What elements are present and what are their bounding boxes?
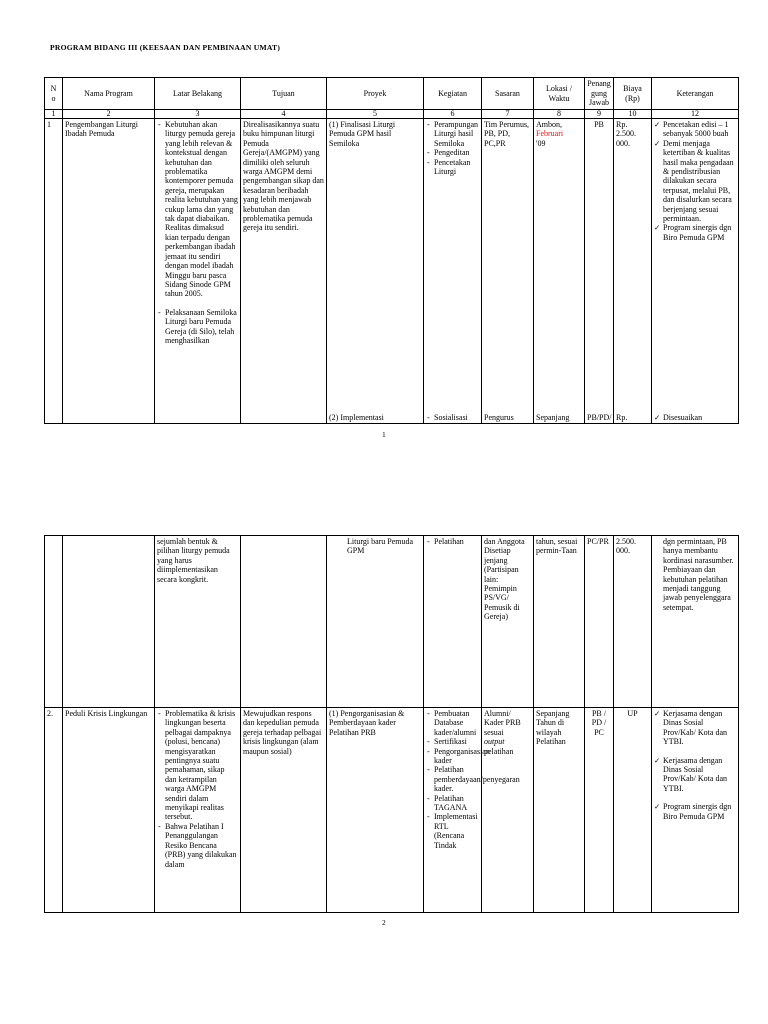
biaya-cell: UP [614, 708, 652, 913]
sasaran-text: pelatihan [484, 746, 514, 756]
keterangan-cell: dgn permintaan, PB hanya membantu kordinasi narasumber. Pembiayaan dan kebutuhan pelatihan menjadi tanggung jawab penyelenggara setempat. [652, 536, 739, 708]
pj-cell: PC/PR [585, 536, 614, 708]
col-number: 3 [155, 110, 241, 119]
kegiatan-cell [424, 536, 482, 708]
biaya-cell: 2.500. 000. [614, 536, 652, 708]
list-item: - Problematika & krisis lingkungan beserta pelbagai dampaknya (polusi, bencana) mengisyaratkan pentingnya suatu pemahaman, sikap dan ketrampilan warga AMGPM sendiri dalam menyikapi realitas tersebut. [157, 709, 238, 822]
list-item: ✓ Pencetakan edisi – 1 sebanyak 5000 buah [654, 120, 736, 139]
list-item: ✓ Program sinergis dgn Biro Pemuda GPM [654, 223, 736, 242]
latar-belakang-cell [155, 708, 241, 913]
list-item: - Pelaksanaan Semiloka Liturgi baru Pemuda Gereja (di Silo), telah menghasilkan [157, 308, 238, 346]
list-item: - Pencetakan Liturgi [426, 158, 479, 177]
col-number: 7 [482, 110, 534, 119]
lokasi-text: Ambon, [536, 120, 562, 129]
list-item: - Pengeditan [426, 148, 479, 157]
list-item: - Implementasi RTL (Rencana Tindak [426, 812, 479, 850]
table-row-program-1 [45, 119, 739, 424]
col-number: 8 [534, 110, 585, 119]
list-item: - Pelatihan pemberdayaan/penyegaran kader. [426, 765, 479, 793]
header-latar-belakang: Latar Belakang [155, 78, 241, 110]
col-number: 10 [614, 110, 652, 119]
header-lokasi-waktu: Lokasi / Waktu [534, 78, 585, 110]
kegiatan-cell [424, 119, 482, 424]
program-table-page-2 [44, 535, 739, 913]
biaya-text: Rp. [616, 412, 628, 422]
sasaran-text: output [484, 737, 505, 747]
program-name: Peduli Krisis Lingkungan [63, 708, 155, 913]
page-number: 2 [382, 918, 386, 927]
list-item: ✓ Disesuaikan [654, 413, 702, 422]
tujuan-cell: Mewujudkan respons dan kepedulian pemuda gereja terhadap pelbagai krisis lingkungan (alam maupun sosial) [241, 708, 327, 913]
proyek-cell: Liturgi baru Pemuda GPM [327, 536, 424, 708]
list-item: - Sosialisasi [426, 413, 468, 422]
row-no: 1 [45, 119, 63, 424]
col-number: 5 [327, 110, 424, 119]
col-number: 2 [63, 110, 155, 119]
lokasi-cell: tahun, sesuai permin-Taan [534, 536, 585, 708]
header-keterangan: Keterangan [652, 78, 739, 110]
col-number: 12 [652, 110, 739, 119]
sasaran-cell: dan Anggota Disetiap jenjang (Partisipan lain: Pemimpin PS/VG/ Pemusik di Gereja) [482, 536, 534, 708]
biaya-cell [614, 119, 652, 424]
header-no: N o [45, 78, 63, 110]
table-row-continuation [45, 536, 739, 708]
proyek-cell [327, 119, 424, 424]
col-number: 4 [241, 110, 327, 119]
header-penanggung-jawab: Penang gung Jawab [585, 78, 614, 110]
sasaran-cell [482, 708, 534, 913]
list-item: ✓ Demi menjaga ketertiban & kualitas hasil maka pengadaan & pendistribusian dilakukan secara terpusat, melalui PB, dan disalurkan secara berjenjang sesuai permintaan. [654, 139, 736, 224]
sasaran-text: Alumni/ Kader PRB sesuai [484, 709, 521, 737]
column-number-row [45, 110, 739, 119]
list-item: - Sertifikasi [426, 737, 479, 746]
latar-belakang-cell [155, 119, 241, 424]
lokasi-text: '09 [536, 138, 546, 148]
row-no: 2. [45, 708, 63, 913]
header-tujuan: Tujuan [241, 78, 327, 110]
program-table-page-1 [44, 77, 739, 424]
list-item: - Pembuatan Database kader/alumni [426, 709, 479, 737]
list-item: - Bahwa Pelatihan I Penanggulangan Resiko Bencana (PRB) yang dilakukan dalam [157, 822, 238, 869]
table-row-program-2 [45, 708, 739, 913]
proyek-item: (2) Implementasi [329, 412, 384, 422]
list-item: ✓ Kerjasama dengan Dinas Sosial Prov/Kab/ Kota dan YTBI. [654, 709, 736, 747]
lokasi-text: Sepanjang [536, 412, 570, 422]
header-biaya: Biaya (Rp) [614, 78, 652, 110]
lokasi-text: Februari [536, 129, 564, 139]
proyek-cell: (1) Pengorganisasian & Pemberdayaan kader Pelatihan PRB [327, 708, 424, 913]
keterangan-cell [652, 119, 739, 424]
list-item: ✓ Program sinergis dgn Biro Pemuda GPM [654, 802, 736, 821]
lokasi-cell [534, 119, 585, 424]
header-kegiatan: Kegiatan [424, 78, 482, 110]
pj-text: PB/PD/ [587, 412, 612, 422]
list-item: ✓ Kerjasama dengan Dinas Sosial Prov/Kab/ Kota dan YTBI. [654, 756, 736, 794]
sasaran-text: Tim Perumus, PB, PD, PC,PR [484, 120, 530, 148]
biaya-text: Rp. 2.500. 000. [616, 120, 636, 148]
header-row [45, 78, 739, 110]
program-name: Pengembangan Liturgi Ibadah Pemuda [63, 119, 155, 424]
keterangan-cell [652, 708, 739, 913]
tujuan-cell: Direalisasikannya suatu buku himpunan liturgi Pemuda Gereja/(AMGPM) yang dimiliki oleh seluruh warga AMGPM demi pengembangan sikap dan kesadaran beribadah yang lebih menjawab kebutuhan dan problematika pemuda gereja itu sendiri. [241, 119, 327, 424]
col-number: 1 [45, 110, 63, 119]
lokasi-cell: Sepanjang Tahun di wilayah Pelatihan [534, 708, 585, 913]
proyek-item: (1) Finalisasi Liturgi Pemuda GPM hasil Semiloka [329, 120, 396, 148]
header-proyek: Proyek [327, 78, 424, 110]
pj-cell: PB / PD / PC [585, 708, 614, 913]
list-item: - Pengorganisasian kader [426, 747, 479, 766]
sasaran-text: Pengurus [484, 412, 514, 422]
header-sasaran: Sasaran [482, 78, 534, 110]
header-nama-program: Nama Program [63, 78, 155, 110]
list-item: - Kebutuhan akan liturgy pemuda gereja yang lebih relevan & kontekstual dengan kebutuhan dan problematika kontemporer pemuda gereja, merupakan realita kebutuhan yang cukup lama dan yang tak dapat diabaikan. Realitas dimaksud kian terpadu dengan perkembangan ibadah jemaat itu sendiri dengan model ibadah Minggu baru pasca Sidang Sinode GPM tahun 2005. [157, 120, 238, 299]
list-item: - Perampungan Liturgi hasil Semiloka [426, 120, 479, 148]
list-item: - Pelatihan TAGANA [426, 794, 479, 813]
page-number: 1 [382, 430, 386, 439]
col-number: 9 [585, 110, 614, 119]
pj-text: PB [594, 120, 604, 129]
list-item: - Pelatihan [426, 537, 479, 546]
latar-belakang-cell: sejumlah bentuk & pilihan liturgy pemuda yang harus diimplementasikan secara kongkrit. [155, 536, 241, 708]
sasaran-cell [482, 119, 534, 424]
col-number: 6 [424, 110, 482, 119]
pj-cell [585, 119, 614, 424]
document-title: PROGRAM BIDANG III (KEESAAN DAN PEMBINAAN UMAT) [50, 43, 281, 52]
